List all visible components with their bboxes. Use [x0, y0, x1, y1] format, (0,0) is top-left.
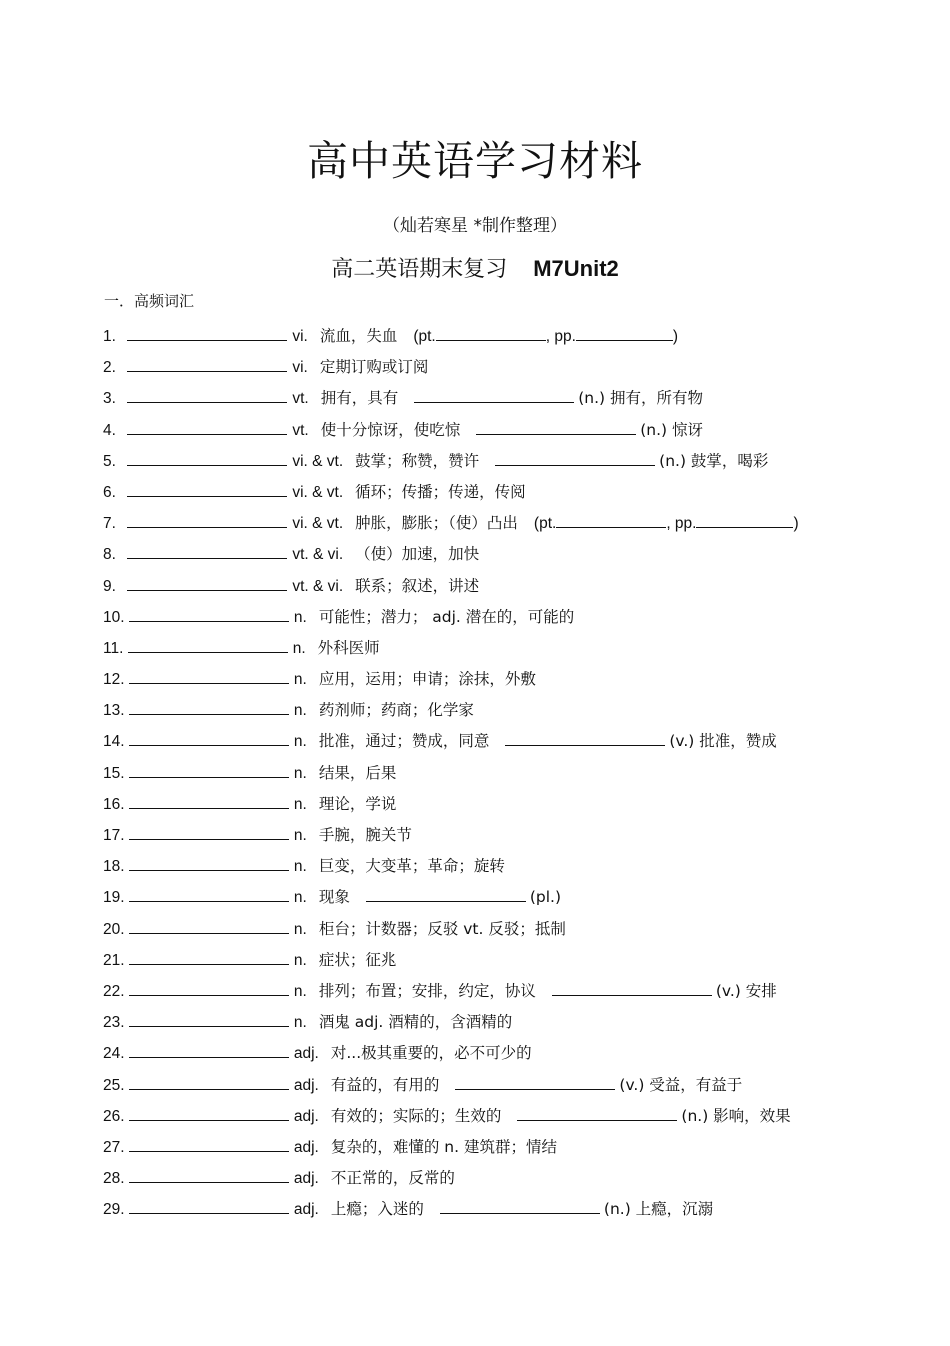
meaning: 循环；传播；传递，传阅 [355, 482, 526, 501]
derivative-blank[interactable] [455, 1071, 615, 1090]
vocab-row [103, 696, 903, 727]
vocab-row [103, 946, 903, 977]
unit-label: M7Unit2 [533, 256, 619, 281]
meaning: 应用，运用；申请；涂抹，外敷 [318, 670, 536, 689]
derivative-meaning: (pl.) [529, 888, 561, 907]
meaning: 定期订购或订阅 [319, 358, 429, 377]
item-number: 22. [103, 982, 125, 1000]
meaning: 有效的；实际的；生效的 [330, 1106, 502, 1125]
answer-blank[interactable] [127, 416, 287, 435]
derivative-meaning: (n.) 影响，效果 [681, 1106, 791, 1125]
answer-blank[interactable] [127, 540, 287, 559]
meaning: 鼓掌；称赞，赞许 [355, 451, 480, 470]
close-paren: ) [672, 328, 679, 345]
item-number: 4. [103, 421, 116, 439]
vocab-row [103, 727, 903, 758]
page-title: 高中英语学习材料 [307, 137, 643, 185]
item-number: 17. [103, 827, 125, 844]
part-of-speech: adj. [293, 1045, 319, 1063]
pt-label: (pt. [413, 328, 436, 345]
vocab-row [103, 1102, 903, 1133]
meaning: 手腕，腕关节 [318, 826, 412, 844]
part-of-speech: n. [293, 671, 307, 689]
derivative-blank[interactable] [440, 1195, 600, 1214]
item-number: 26. [103, 1107, 125, 1125]
item-number: 19. [103, 889, 125, 907]
derivative-meaning: (n.) 惊讶 [640, 420, 703, 439]
vocab-row [103, 478, 903, 509]
meaning: 复杂的，难懂的 n. 建筑群；情结 [330, 1137, 557, 1156]
item-number: 28. [103, 1170, 125, 1188]
part-of-speech: n. [293, 795, 307, 813]
part-of-speech: vi. & vt. [292, 483, 344, 501]
vocab-row [103, 821, 903, 852]
part-of-speech: adj. [293, 1138, 319, 1156]
section-title: 一．高频词汇 [104, 292, 195, 310]
answer-blank[interactable] [127, 478, 287, 497]
meaning: 对...极其重要的，必不可少的 [330, 1044, 532, 1063]
meaning: 批准，通过；赞成，同意 [318, 732, 490, 751]
answer-blank[interactable] [129, 727, 289, 746]
meaning: 巨变，大变革；革命；旋转 [318, 857, 505, 876]
vocab-row [103, 447, 903, 478]
vocab-row [103, 509, 903, 540]
derivative-blank[interactable] [366, 883, 526, 902]
meaning: 结果，后果 [318, 763, 397, 782]
item-number: 18. [103, 858, 125, 876]
part-of-speech: vi. [292, 359, 308, 377]
answer-blank[interactable] [129, 977, 289, 996]
derivative-meaning: (n.) 上瘾，沉溺 [603, 1200, 714, 1219]
derivative-blank[interactable] [414, 384, 574, 403]
vocab-row [103, 416, 903, 447]
answer-blank[interactable] [129, 1195, 289, 1214]
answer-blank[interactable] [129, 1039, 289, 1058]
meaning: 可能性；潜力； adj. 潜在的，可能的 [318, 607, 575, 626]
vocab-row [103, 790, 903, 821]
vocab-row [103, 540, 903, 571]
meaning: （使）加速，加快 [355, 545, 480, 564]
item-number: 14. [103, 733, 125, 751]
meaning: 联系；叙述，讲述 [355, 576, 480, 595]
answer-blank[interactable] [129, 790, 289, 809]
part-of-speech: n. [293, 1014, 307, 1032]
answer-blank[interactable] [129, 1133, 289, 1152]
vocab-row [103, 1008, 903, 1039]
item-number: 21. [103, 951, 125, 969]
answer-blank[interactable] [127, 384, 287, 403]
part-of-speech: adj. [293, 1076, 319, 1094]
part-of-speech: vt. [292, 390, 309, 408]
vocab-row [103, 1164, 903, 1195]
meaning: 药剂师；药商；化学家 [318, 701, 474, 720]
vocab-row [103, 1195, 903, 1226]
vocab-row [103, 1039, 903, 1070]
vocab-row [103, 915, 903, 946]
meaning: 理论，学说 [318, 794, 397, 813]
meaning: 肿胀，膨胀；（使）凸出 [355, 514, 518, 533]
item-number: 24. [103, 1045, 125, 1063]
pt-label: (pt. [533, 515, 557, 533]
meaning: 外科医师 [317, 638, 380, 657]
item-number: 9. [103, 577, 116, 595]
meaning: 使十分惊讶，使吃惊 [320, 420, 461, 439]
vocab-row [103, 384, 903, 415]
answer-blank[interactable] [129, 603, 289, 622]
pp-label: , pp. [545, 328, 576, 345]
item-number: 6. [103, 483, 116, 501]
item-number: 15. [103, 764, 125, 782]
item-number: 13. [103, 702, 125, 720]
meaning: 拥有，具有 [320, 389, 399, 408]
meaning: 有益的，有用的 [330, 1075, 440, 1094]
derivative-blank[interactable] [476, 416, 636, 435]
answer-blank[interactable] [129, 665, 289, 684]
answer-blank[interactable] [129, 1071, 289, 1090]
part-of-speech: n. [293, 608, 307, 626]
meaning: 酒鬼 adj. 酒精的，含酒精的 [318, 1013, 513, 1032]
part-of-speech: vt. & vi. [292, 546, 344, 564]
part-of-speech: n. [293, 889, 307, 907]
credit-line: （灿若寒星 *制作整理） [383, 216, 567, 236]
derivative-meaning: (n.) 鼓掌，喝彩 [659, 451, 769, 470]
item-number: 8. [103, 546, 116, 564]
vocab-row [103, 852, 903, 883]
meaning: 现象 [318, 888, 350, 907]
answer-blank[interactable] [129, 821, 289, 840]
part-of-speech: vi. [292, 328, 308, 345]
item-number: 23. [103, 1014, 125, 1032]
part-of-speech: vi. & vt. [292, 452, 344, 470]
answer-blank[interactable] [129, 1164, 289, 1183]
part-of-speech: vi. & vt. [292, 515, 344, 533]
derivative-meaning: (v.) 受益，有益于 [619, 1075, 743, 1094]
vocab-row [103, 322, 903, 353]
answer-blank[interactable] [127, 353, 287, 372]
meaning: 不正常的，反常的 [330, 1169, 455, 1188]
part-of-speech: n. [293, 920, 307, 938]
pt-blank[interactable] [436, 322, 546, 341]
vocab-row [103, 665, 903, 696]
item-number: 3. [103, 390, 116, 408]
vocab-row [103, 353, 903, 384]
item-number: 11. [103, 639, 124, 657]
part-of-speech: adj. [293, 1170, 319, 1188]
item-number: 27. [103, 1138, 125, 1156]
item-number: 7. [103, 515, 116, 533]
derivative-meaning: (v.) 安排 [715, 981, 777, 1000]
part-of-speech: adj. [293, 1107, 319, 1125]
answer-blank[interactable] [127, 509, 287, 528]
vocab-row [103, 1133, 903, 1164]
derivative-blank[interactable] [552, 977, 712, 996]
meaning: 排列；布置；安排，约定，协议 [318, 981, 536, 1000]
pp-blank[interactable] [696, 509, 793, 528]
answer-blank[interactable] [129, 946, 289, 965]
derivative-blank[interactable] [505, 727, 665, 746]
meaning: 症状；征兆 [318, 950, 397, 969]
pt-blank[interactable] [556, 509, 666, 528]
part-of-speech: n. [293, 858, 307, 876]
close-paren: ) [793, 515, 799, 533]
part-of-speech: vt. & vi. [292, 577, 344, 595]
item-number: 20. [103, 920, 125, 938]
part-of-speech: n. [293, 702, 307, 720]
item-number: 1. [103, 328, 116, 345]
vocab-row [103, 1071, 903, 1102]
part-of-speech: n. [293, 982, 307, 1000]
vocab-row [103, 883, 903, 914]
answer-blank[interactable] [129, 696, 289, 715]
pp-blank[interactable] [576, 322, 673, 341]
answer-blank[interactable] [127, 572, 287, 591]
part-of-speech: vt. [292, 421, 309, 439]
derivative-blank[interactable] [495, 447, 655, 466]
meaning: 流血，失血 [319, 327, 398, 345]
item-number: 10. [103, 608, 125, 626]
subtitle [0, 252, 950, 283]
part-of-speech: n. [293, 764, 307, 782]
part-of-speech: n. [293, 951, 307, 969]
answer-blank[interactable] [129, 915, 289, 934]
vocab-row [103, 759, 903, 790]
answer-blank[interactable] [129, 883, 289, 902]
answer-blank[interactable] [129, 852, 289, 871]
answer-blank[interactable] [129, 759, 289, 778]
meaning: 上瘾；入迷的 [330, 1200, 424, 1219]
answer-blank[interactable] [127, 322, 287, 341]
vocab-list [103, 322, 903, 1226]
vocab-row [103, 603, 903, 634]
item-number: 5. [103, 452, 116, 470]
answer-blank[interactable] [128, 634, 288, 653]
derivative-blank[interactable] [517, 1102, 677, 1121]
part-of-speech: n. [293, 827, 307, 844]
part-of-speech: adj. [293, 1201, 319, 1219]
item-number: 2. [103, 359, 116, 377]
item-number: 29. [103, 1201, 125, 1219]
pp-label: , pp. [666, 515, 697, 533]
derivative-meaning: (v.) 批准，赞成 [669, 732, 777, 751]
vocab-row [103, 572, 903, 603]
vocab-row [103, 977, 903, 1008]
part-of-speech: n. [293, 733, 307, 751]
part-of-speech: n. [292, 639, 306, 657]
item-number: 12. [103, 671, 125, 689]
derivative-meaning: (n.) 拥有，所有物 [578, 389, 703, 408]
vocab-row [103, 634, 903, 665]
meaning: 柜台；计数器；反驳 vt. 反驳；抵制 [318, 919, 566, 938]
subtitle-text: 高二英语期末复习 [331, 257, 508, 282]
item-number: 25. [103, 1076, 125, 1094]
item-number: 16. [103, 795, 125, 813]
answer-blank[interactable] [129, 1102, 289, 1121]
answer-blank[interactable] [127, 447, 287, 466]
answer-blank[interactable] [129, 1008, 289, 1027]
